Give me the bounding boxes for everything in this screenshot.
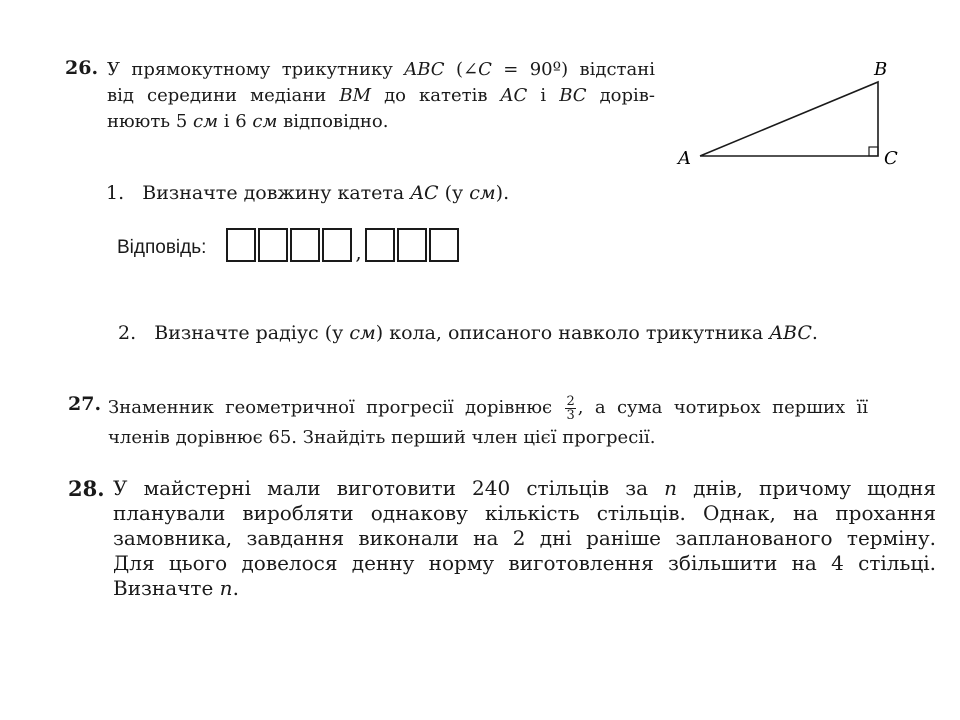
text-line: планували виробляти однакову кількість стільців. Однак, на прохання [113,501,936,525]
text-line: У майстерні мали виготовити 240 стільців за n днів, причому щодня [113,476,936,500]
text-line: У прямокутному трикутнику ABC (∠C = 90º) відстані [107,59,655,80]
text-line: Визначте n. [113,576,239,600]
vertex-label-c: C [884,148,898,169]
right-angle-mark [869,147,878,156]
answer-digit-box[interactable] [258,228,288,262]
answer-digit-box[interactable] [429,228,459,262]
subtask-2 [118,322,818,344]
problem-number: 28. [68,476,105,501]
text-line: від середини медіани BM до катетів AC і BC дорів- [107,85,656,106]
answer-row [117,228,461,262]
subtask-number: 2. [118,322,137,344]
answer-digit-box[interactable] [226,228,256,262]
problem-28 [68,476,938,601]
answer-digit-box[interactable] [397,228,427,262]
subtask-number: 1. [106,182,125,204]
answer-digit-box[interactable] [290,228,320,262]
text-line: Знаменник геометричної прогресії дорівнює $\frac{2}{3}$ , а сума чотирьох перших її [108,393,868,423]
problem-26 [65,57,665,135]
answer-boxes-integer [226,228,354,262]
problem-number: 27. [68,393,102,415]
answer-boxes [226,228,460,262]
vertex-label-b: B [874,59,888,80]
subtask-text: Визначте довжину катета AC (у см). [142,182,510,204]
problem-text [108,393,868,453]
problem-text [113,476,936,601]
problem-text [107,57,655,135]
text-line: нюють 5 см і 6 см відповідно. [107,111,389,132]
answer-label: Відповідь: [117,237,207,258]
subtask-text: Визначте радіус (у см) кола, описаного навколо трикутника ABC. [154,322,818,344]
subtask-1 [106,182,509,204]
text-line: членів дорівнює 65. Знайдіть перший член цієї прогресії. [108,427,656,448]
answer-boxes-fraction [365,228,461,262]
decimal-separator: , [355,240,362,264]
triangle-shape [700,82,878,156]
fraction: $\frac{2}{3}$ [566,393,575,423]
answer-digit-box[interactable] [322,228,352,262]
problem-number: 26. [65,57,99,79]
vertex-label-a: A [678,148,691,169]
answer-digit-box[interactable] [365,228,395,262]
problem-27 [68,393,888,453]
text-line: замовника, завдання виконали на 2 дні раніше запланованого терміну. [113,526,936,550]
triangle-figure [670,55,930,180]
text-line: Для цього довелося денну норму виготовлення збільшити на 4 стільці. [113,551,936,575]
